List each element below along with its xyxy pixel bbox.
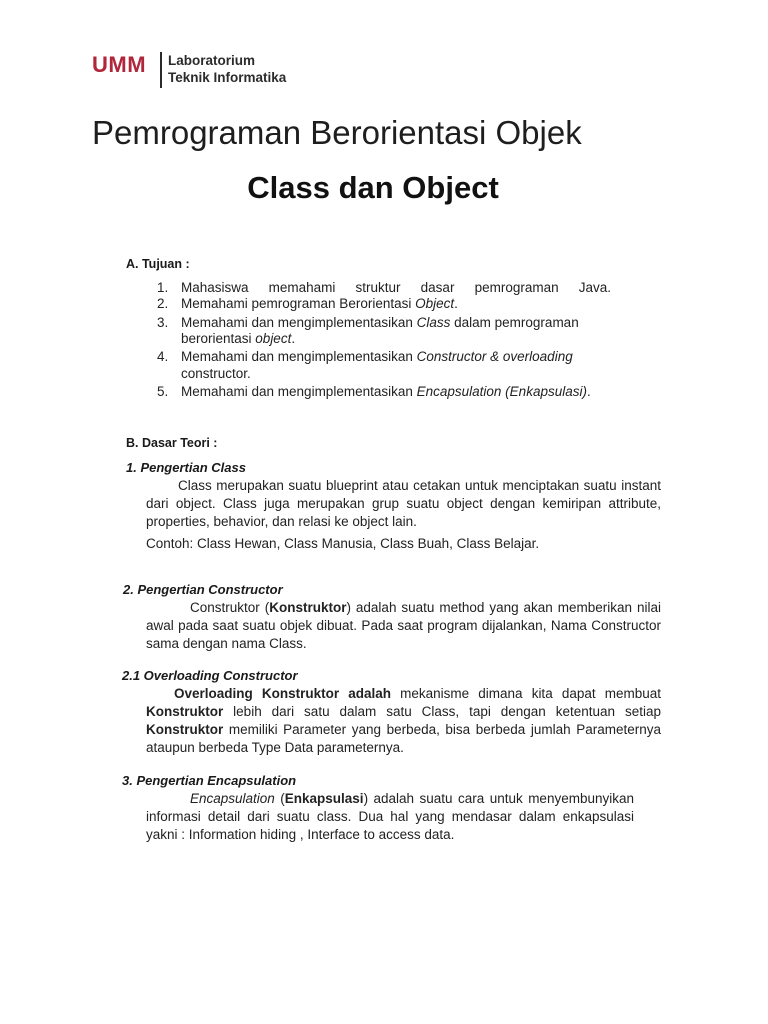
section-heading-dasar-teori: B. Dasar Teori : <box>126 436 218 450</box>
paragraph-encapsulation: Encapsulation (Enkapsulasi) adalah suatu cara untuk menyembunyikan informasi detail dari suatu class. Dua hal yang mendasar dalam enkapsulasi yakni : Information hiding , Interface to access data. <box>146 791 634 842</box>
lab-name <box>168 52 286 86</box>
paragraph-class: Class merupakan suatu blueprint atau cetakan untuk menciptakan suatu instant dari object. Class juga merupakan grup suatu object dengan kemiripan attribute, properties, behavior, dan relasi ke object lain. <box>146 478 661 529</box>
list-number: 2. <box>157 296 169 311</box>
subheading-constructor: 2. Pengertian Constructor <box>123 582 283 597</box>
lab-name-line2: Teknik Informatika <box>168 70 287 85</box>
umm-logo-text: UMM <box>92 52 147 77</box>
paragraph-constructor: Construktor (Konstruktor) adalah suatu method yang akan memberikan nilai awal pada saat suatu objek dibuat. Pada saat program dijalankan, Nama Constructor sama dengan nama Class. <box>146 600 661 651</box>
paragraph-class-example: Contoh: Class Hewan, Class Manusia, Class Buah, Class Belajar. <box>146 536 540 551</box>
list-number: 3. <box>157 315 169 330</box>
list-item: Mahasiswa memahami struktur dasar pemrograman Java. <box>181 280 611 295</box>
list-item: Memahami dan mengimplementasikan Encapsulation (Enkapsulasi). <box>181 384 591 399</box>
document-subtitle: Class dan Object <box>247 170 499 205</box>
list-item: Memahami dan mengimplementasikan Class dalam pemrograman <box>181 315 579 330</box>
subheading-encapsulation: 3. Pengertian Encapsulation <box>122 773 297 788</box>
list-item: Memahami pemrograman Berorientasi Object. <box>181 296 458 311</box>
section-heading-tujuan: A. Tujuan : <box>126 257 190 271</box>
logo-divider <box>160 52 162 88</box>
list-item: Memahami dan mengimplementasikan Constructor & overloading <box>181 349 573 364</box>
list-number: 5. <box>157 384 169 399</box>
paragraph-overloading: Overloading Konstruktor adalah mekanisme dimana kita dapat membuat Konstruktor lebih dari satu dalam satu Class, tapi dengan ketentuan setiap Konstruktor memiliki Parameter yang berbeda, bisa berbeda jumlah Parameternya ataupun berbeda Type Data parameternya. <box>146 686 661 755</box>
subheading-class: 1. Pengertian Class <box>126 460 246 475</box>
lab-name-line1: Laboratorium <box>168 53 256 68</box>
list-item-continuation: berorientasi object. <box>181 331 296 346</box>
subheading-overloading: 2.1 Overloading Constructor <box>122 668 298 683</box>
list-item-continuation: constructor. <box>181 366 251 381</box>
list-number: 1. <box>157 280 169 295</box>
list-number: 4. <box>157 349 169 364</box>
document-title: Pemrograman Berorientasi Objek <box>92 114 582 151</box>
